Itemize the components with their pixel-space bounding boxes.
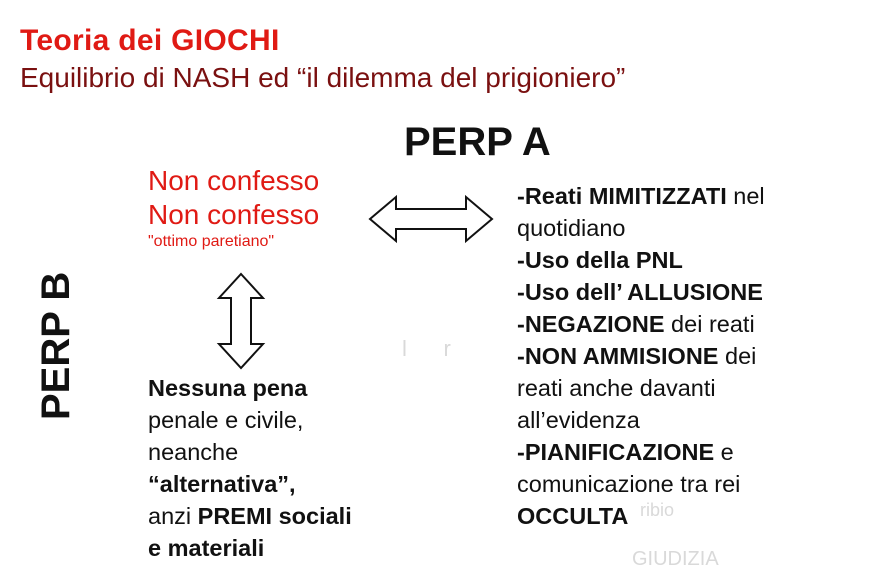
ghost-text-b: ribio <box>640 500 675 520</box>
double-arrow-horizontal-icon <box>368 193 494 245</box>
text-line: anzi PREMI sociali <box>148 503 352 529</box>
list-item: quotidiano <box>517 215 626 241</box>
slide-title: Teoria dei GIOCHI <box>20 24 280 57</box>
perp-a-label: PERP A <box>404 120 551 164</box>
text-line: penale e civile, <box>148 407 304 433</box>
ghost-text-a: l r <box>402 336 451 361</box>
text-line: “alternativa”, <box>148 471 296 497</box>
list-item: -PIANIFICAZIONE e <box>517 439 734 465</box>
list-item: -Uso della PNL <box>517 247 683 273</box>
list-item: -NON AMMISIONE dei <box>517 343 757 369</box>
text-line: neanche <box>148 439 239 465</box>
perp-a-behaviours-list <box>517 180 765 532</box>
list-item: comunicazione tra rei <box>517 471 741 497</box>
list-item: OCCULTA <box>517 503 629 529</box>
text-line: Nessuna pena <box>148 375 308 401</box>
perp-b-outcome-text <box>148 372 352 564</box>
list-item: -Uso dell’ ALLUSIONE <box>517 279 763 305</box>
red-line-2: Non confesso <box>148 199 320 230</box>
text-line: e materiali <box>148 535 265 561</box>
perp-b-label: PERP B <box>34 271 78 420</box>
red-note: "ottimo paretiano" <box>148 233 275 250</box>
slide-subtitle: Equilibrio di NASH ed “il dilemma del prigioniero” <box>20 62 626 93</box>
ghost-text-c: GIUDIZIA <box>632 548 719 570</box>
list-item: all’evidenza <box>517 407 640 433</box>
list-item: -NEGAZIONE dei reati <box>517 311 755 337</box>
list-item: reati anche davanti <box>517 375 716 401</box>
double-arrow-vertical-icon <box>216 272 266 370</box>
red-outcome-block <box>148 164 319 252</box>
list-item: -Reati MIMITIZZATI nel <box>517 183 765 209</box>
red-line-1: Non confesso <box>148 165 320 196</box>
